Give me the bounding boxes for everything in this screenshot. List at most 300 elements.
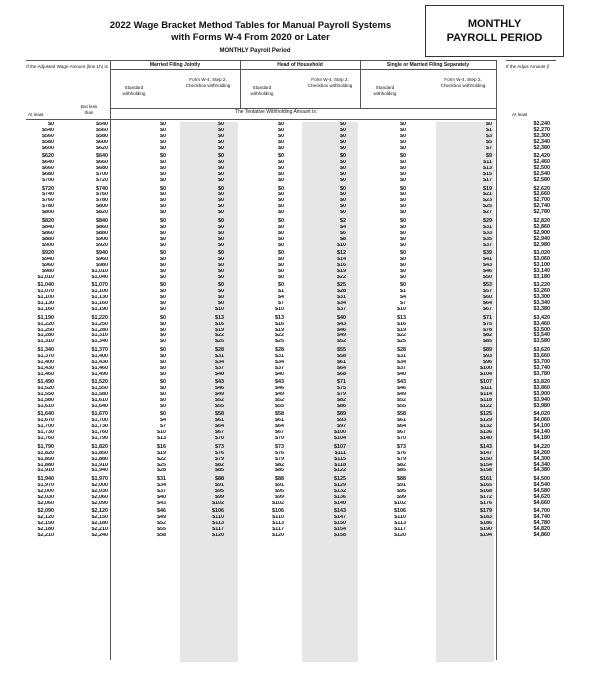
hoh-checkbox-cell: $125 xyxy=(334,475,346,482)
married-checkbox-cell: $0 xyxy=(218,224,224,230)
hoh-standard-cell: $85 xyxy=(275,468,284,474)
hoh-checkbox-cell: $46 xyxy=(337,327,346,333)
married-standard-cell: $0 xyxy=(160,230,166,236)
hoh-standard-cell: $16 xyxy=(275,321,284,327)
right-at-least-cell: $2,700 xyxy=(533,197,550,204)
but-less-than-cell: $900 xyxy=(96,236,108,242)
at-least-cell: $1,640 xyxy=(37,411,54,418)
single-standard-cell: $0 xyxy=(400,172,406,178)
married-standard-cell: $0 xyxy=(160,411,166,418)
married-checkbox-cell: $0 xyxy=(218,262,224,268)
right-at-least-cell: $4,700 xyxy=(533,508,550,515)
right-at-least-cell: $3,060 xyxy=(533,256,550,263)
hoh-standard-cell: $70 xyxy=(275,436,284,442)
single-checkbox-cell: $176 xyxy=(480,500,492,506)
single-checkbox-cell: $85 xyxy=(483,339,492,345)
married-checkbox-cell: $13 xyxy=(215,314,224,321)
single-checkbox-cell: $64 xyxy=(483,301,492,307)
hoh-standard-cell: $22 xyxy=(275,333,284,339)
single-checkbox-cell: $183 xyxy=(480,515,492,521)
hoh-checkbox-cell: $52 xyxy=(337,339,346,345)
married-standard-cell: $0 xyxy=(160,210,166,216)
single-standard-cell: $0 xyxy=(400,250,406,257)
at-least-cell: $1,190 xyxy=(37,314,54,321)
but-less-than-cell: $1,070 xyxy=(91,282,108,289)
single-checkbox-cell: $7 xyxy=(486,145,492,151)
single-checkbox-cell: $143 xyxy=(480,443,492,450)
married-standard-cell: $0 xyxy=(160,178,166,184)
married-checkbox-cell: $82 xyxy=(215,462,224,468)
but-less-than-cell: $1,790 xyxy=(91,436,108,442)
but-less-than-cell: $960 xyxy=(96,257,108,263)
married-checkbox-cell: $0 xyxy=(218,282,224,289)
married-standard-cell: $0 xyxy=(160,198,166,204)
single-standard-cell: $0 xyxy=(400,153,406,160)
hoh-checkbox-cell: $0 xyxy=(340,166,346,172)
period-box xyxy=(425,5,564,57)
right-at-least-cell: $2,980 xyxy=(533,241,550,248)
married-checkbox-cell: $0 xyxy=(218,204,224,210)
hoh-checkbox-cell: $34 xyxy=(337,301,346,307)
married-checkbox-cell: $49 xyxy=(215,392,224,398)
hoh-checkbox-cell: $55 xyxy=(337,346,346,353)
married-checkbox-cell: $0 xyxy=(218,139,224,145)
hoh-checkbox-cell: $16 xyxy=(337,262,346,268)
single-standard-cell: $0 xyxy=(400,160,406,166)
hoh-checkbox-cell: $97 xyxy=(337,424,346,430)
hoh-standard-cell: $0 xyxy=(278,282,284,289)
but-less-than-cell: $1,190 xyxy=(91,307,108,313)
hoh-checkbox-cell: $147 xyxy=(334,515,346,521)
single-checkbox-cell: $132 xyxy=(480,424,492,430)
but-less-than-cell: $720 xyxy=(96,178,108,184)
single-standard-cell: $13 xyxy=(397,314,406,321)
married-standard-cell: $0 xyxy=(160,145,166,151)
single-standard-cell: $0 xyxy=(400,257,406,263)
but-less-than-cell: $1,850 xyxy=(91,450,108,456)
divider-hoh xyxy=(360,60,361,108)
at-least-cell: $940 xyxy=(42,257,54,263)
married-checkbox-cell: $76 xyxy=(215,450,224,456)
at-least-cell: $660 xyxy=(42,166,54,172)
right-at-least-cell: $4,020 xyxy=(533,411,550,418)
hoh-checkbox-cell: $122 xyxy=(334,468,346,474)
but-less-than-cell: $1,310 xyxy=(91,333,108,339)
married-standard-cell: $0 xyxy=(160,224,166,230)
married-checkbox-cell: $91 xyxy=(215,482,224,488)
single-checkbox-cell: $147 xyxy=(480,450,492,456)
but-less-than-cell: $1,580 xyxy=(91,392,108,398)
hoh-standard-cell: $0 xyxy=(278,210,284,216)
single-standard-cell: $0 xyxy=(400,166,406,172)
wage-bracket-table xyxy=(26,122,494,539)
single-standard-cell: $22 xyxy=(397,333,406,339)
right-at-least-cell: $3,220 xyxy=(533,282,550,289)
married-checkbox-cell: $102 xyxy=(212,500,224,506)
single-checkbox-cell: $168 xyxy=(480,488,492,494)
hoh-checkbox-cell: $111 xyxy=(334,450,346,456)
hoh-standard-cell: $82 xyxy=(275,462,284,468)
single-standard-cell: $10 xyxy=(397,307,406,313)
single-standard-cell: $0 xyxy=(400,145,406,151)
married-standard-cell: $0 xyxy=(160,379,166,386)
right-at-least-cell: $2,780 xyxy=(533,209,550,216)
at-least-cell: $1,130 xyxy=(37,301,54,307)
single-standard-cell: $0 xyxy=(400,185,406,192)
married-checkbox-cell: $79 xyxy=(215,456,224,462)
at-least-cell: $1,310 xyxy=(37,339,54,345)
hoh-header: Head of Household xyxy=(277,62,323,68)
single-checkbox-cell: $29 xyxy=(483,217,492,224)
but-less-than-cell: $1,130 xyxy=(91,295,108,301)
single-standard-cell: $110 xyxy=(394,515,406,521)
but-less-than-cell: $940 xyxy=(96,250,108,257)
hoh-standard-cell: $113 xyxy=(272,521,284,527)
married-checkbox-cell: $70 xyxy=(215,436,224,442)
married-checkbox-cell: $61 xyxy=(215,418,224,424)
married-standard-cell: $0 xyxy=(160,153,166,160)
married-standard-cell: $0 xyxy=(160,282,166,289)
married-checkbox-cell: $0 xyxy=(218,289,224,295)
single-standard-cell: $43 xyxy=(397,379,406,386)
married-standard-cell: $0 xyxy=(160,139,166,145)
hoh-standard-cell: $1 xyxy=(278,289,284,295)
married-standard-cell: $0 xyxy=(160,392,166,398)
single-checkbox-cell: $5 xyxy=(486,139,492,145)
but-less-than-cell: $1,220 xyxy=(91,314,108,321)
married-standard-cell: $0 xyxy=(160,250,166,257)
but-less-than-cell: $2,210 xyxy=(91,527,108,533)
at-least-cell: $1,100 xyxy=(37,295,54,301)
at-least-cell: $1,340 xyxy=(37,346,54,353)
married-standard-cell: $0 xyxy=(160,301,166,307)
right-at-least-cell: $2,500 xyxy=(533,165,550,172)
at-least-cell: $1,070 xyxy=(37,289,54,295)
single-checkbox-cell: $11 xyxy=(483,160,492,166)
single-standard-cell: $34 xyxy=(397,359,406,365)
at-least-cell: $600 xyxy=(42,145,54,151)
at-least-cell: $1,430 xyxy=(37,365,54,371)
right-at-least-cell: $2,420 xyxy=(533,153,550,160)
right-at-least-cell: $4,820 xyxy=(533,526,550,533)
single-standard-cell: $113 xyxy=(394,521,406,527)
right-at-least-cell: $2,300 xyxy=(533,132,550,139)
hoh-standard-cell: $73 xyxy=(275,443,284,450)
but-less-than-cell: $2,240 xyxy=(91,533,108,538)
single-standard-cell: $0 xyxy=(400,178,406,184)
married-standard-cell: $16 xyxy=(157,443,166,450)
hoh-checkbox-cell: $37 xyxy=(337,307,346,313)
at-least-cell: $1,670 xyxy=(37,418,54,424)
hoh-checkbox-header: Form W-4, Step 2, Checkbox withholding xyxy=(307,77,353,88)
at-least-cell: $760 xyxy=(42,198,54,204)
married-standard-cell: $0 xyxy=(160,236,166,242)
at-least-cell: $980 xyxy=(42,268,54,274)
right-at-least-cell: $2,340 xyxy=(533,138,550,145)
married-checkbox-cell: $34 xyxy=(215,359,224,365)
single-checkbox-cell: $43 xyxy=(483,262,492,268)
at-least-cell: $960 xyxy=(42,262,54,268)
but-less-than-cell: $880 xyxy=(96,230,108,236)
divider-right xyxy=(496,60,497,660)
hoh-checkbox-cell: $43 xyxy=(337,321,346,327)
hoh-checkbox-cell: $150 xyxy=(334,521,346,527)
married-standard-cell: $0 xyxy=(160,371,166,377)
hoh-checkbox-cell: $14 xyxy=(337,257,346,263)
but-less-than-cell: $640 xyxy=(96,153,108,160)
but-less-than-cell: $1,820 xyxy=(91,443,108,450)
hoh-standard-cell: $0 xyxy=(278,198,284,204)
single-checkbox-cell: $60 xyxy=(483,295,492,301)
at-least-cell: $780 xyxy=(42,204,54,210)
hoh-checkbox-cell: $49 xyxy=(337,333,346,339)
but-less-than-cell: $560 xyxy=(96,127,108,133)
single-standard-cell: $61 xyxy=(397,418,406,424)
hoh-checkbox-cell: $93 xyxy=(337,418,346,424)
but-less-than-cell: $1,550 xyxy=(91,386,108,392)
single-standard-cell: $0 xyxy=(400,282,406,289)
but-less-than-cell: $2,150 xyxy=(91,515,108,521)
at-least-cell: $920 xyxy=(42,250,54,257)
but-less-than-cell: $1,160 xyxy=(91,301,108,307)
hoh-standard-cell: $37 xyxy=(275,365,284,371)
married-standard-cell: $0 xyxy=(160,314,166,321)
single-standard-cell: $88 xyxy=(397,475,406,482)
married-checkbox-cell: $19 xyxy=(215,327,224,333)
hoh-checkbox-cell: $79 xyxy=(337,392,346,398)
hoh-standard-cell: $0 xyxy=(278,242,284,248)
single-standard-cell: $25 xyxy=(397,339,406,345)
hoh-checkbox-cell: $31 xyxy=(337,295,346,301)
hoh-checkbox-cell: $115 xyxy=(334,456,346,462)
at-least-cell: $1,490 xyxy=(37,379,54,386)
but-less-than-cell: $1,700 xyxy=(91,418,108,424)
right-at-least-cell: $3,460 xyxy=(533,320,550,327)
table-row xyxy=(26,378,494,386)
married-standard-cell: $13 xyxy=(157,436,166,442)
but-less-than-cell: $2,060 xyxy=(91,494,108,500)
hoh-checkbox-cell: $68 xyxy=(337,371,346,377)
hoh-checkbox-cell: $75 xyxy=(337,386,346,392)
right-at-least-cell: $4,740 xyxy=(533,514,550,521)
single-standard-cell: $0 xyxy=(400,139,406,145)
right-at-least-cell: $2,820 xyxy=(533,217,550,224)
at-least-cell: $1,790 xyxy=(37,443,54,450)
single-standard-cell: $0 xyxy=(400,268,406,274)
single-checkbox-cell: $111 xyxy=(480,386,492,392)
hoh-standard-cell: $7 xyxy=(278,301,284,307)
single-checkbox-cell: $27 xyxy=(483,210,492,216)
at-least-cell: $1,460 xyxy=(37,371,54,377)
married-checkbox-cell: $0 xyxy=(218,185,224,192)
married-checkbox-cell: $0 xyxy=(218,217,224,224)
but-less-than-cell: $1,940 xyxy=(91,468,108,474)
married-standard-cell: $37 xyxy=(157,488,166,494)
table-row xyxy=(26,216,494,224)
hoh-standard-cell: $0 xyxy=(278,153,284,160)
married-checkbox-cell: $73 xyxy=(215,443,224,450)
hoh-checkbox-cell: $154 xyxy=(334,527,346,533)
married-checkbox-cell: $0 xyxy=(218,210,224,216)
married-standard-cell: $0 xyxy=(160,353,166,359)
at-least-cell: $640 xyxy=(42,160,54,166)
single-checkbox-cell: $194 xyxy=(480,533,492,538)
hoh-checkbox-cell: $0 xyxy=(340,145,346,151)
married-standard-cell: $0 xyxy=(160,397,166,403)
married-checkbox-cell: $67 xyxy=(215,430,224,436)
right-wage-column xyxy=(512,122,552,539)
married-checkbox-cell: $0 xyxy=(218,145,224,151)
married-checkbox-cell: $0 xyxy=(218,250,224,257)
hoh-standard-cell: $10 xyxy=(275,307,284,313)
at-least-cell: $0 xyxy=(48,122,54,127)
single-checkbox-cell: $75 xyxy=(483,321,492,327)
married-checkbox-cell: $46 xyxy=(215,386,224,392)
hoh-standard-cell: $76 xyxy=(275,450,284,456)
single-standard-cell: $99 xyxy=(397,494,406,500)
hoh-standard-cell: $117 xyxy=(272,527,284,533)
but-less-than-cell: $600 xyxy=(96,139,108,145)
hoh-standard-cell: $79 xyxy=(275,456,284,462)
hoh-standard-cell: $52 xyxy=(275,397,284,403)
table-row xyxy=(26,184,494,192)
hoh-checkbox-cell: $107 xyxy=(334,443,346,450)
single-checkbox-cell: $53 xyxy=(483,282,492,289)
married-checkbox-cell: $0 xyxy=(218,257,224,263)
hoh-checkbox-cell: $25 xyxy=(337,282,346,289)
hoh-standard-cell: $0 xyxy=(278,139,284,145)
married-checkbox-cell: $43 xyxy=(215,379,224,386)
but-less-than-cell: $2,030 xyxy=(91,488,108,494)
hoh-standard-cell: $40 xyxy=(275,371,284,377)
hoh-checkbox-cell: $6 xyxy=(340,230,346,236)
single-checkbox-cell: $129 xyxy=(480,418,492,424)
married-standard-cell: $0 xyxy=(160,307,166,313)
hoh-standard-cell: $0 xyxy=(278,217,284,224)
married-checkbox-cell: $0 xyxy=(218,153,224,160)
table-row xyxy=(26,152,494,160)
single-checkbox-cell: $104 xyxy=(480,371,492,377)
single-checkbox-cell: $78 xyxy=(483,327,492,333)
hoh-standard-cell: $0 xyxy=(278,145,284,151)
table-row xyxy=(26,345,494,353)
married-checkbox-cell: $52 xyxy=(215,397,224,403)
single-standard-cell: $82 xyxy=(397,462,406,468)
married-checkbox-cell: $0 xyxy=(218,198,224,204)
but-less-than-cell: $1,430 xyxy=(91,359,108,365)
hoh-checkbox-cell: $58 xyxy=(337,353,346,359)
right-at-least-cell: $3,940 xyxy=(533,396,550,403)
married-standard-cell: $0 xyxy=(160,321,166,327)
hoh-standard-cell: $61 xyxy=(275,418,284,424)
at-least-cell: $2,090 xyxy=(37,508,54,515)
hoh-standard-cell: $95 xyxy=(275,488,284,494)
married-checkbox-cell: $0 xyxy=(218,172,224,178)
right-at-least-cell: $2,270 xyxy=(533,126,550,133)
married-checkbox-cell: $0 xyxy=(218,192,224,198)
right-at-least-cell: $4,540 xyxy=(533,481,550,488)
single-checkbox-cell: $122 xyxy=(480,403,492,409)
married-checkbox-cell: $0 xyxy=(218,301,224,307)
married-checkbox-cell: $55 xyxy=(215,403,224,409)
at-least-cell: $1,520 xyxy=(37,386,54,392)
single-standard-cell: $49 xyxy=(397,392,406,398)
at-least-cell: $1,040 xyxy=(37,282,54,289)
at-least-cell: $1,880 xyxy=(37,462,54,468)
at-least-cell: $1,970 xyxy=(37,482,54,488)
single-standard-cell: $0 xyxy=(400,217,406,224)
married-standard-cell: $34 xyxy=(157,482,166,488)
at-least-cell: $2,150 xyxy=(37,521,54,527)
at-least-cell: $1,610 xyxy=(37,403,54,409)
right-at-least-cell: $3,100 xyxy=(533,261,550,268)
married-checkbox-cell: $85 xyxy=(215,468,224,474)
single-standard-cell: $55 xyxy=(397,403,406,409)
hoh-checkbox-cell: $0 xyxy=(340,185,346,192)
married-standard-cell: $55 xyxy=(157,527,166,533)
right-at-least-cell: $4,380 xyxy=(533,467,550,474)
single-checkbox-cell: $161 xyxy=(480,475,492,482)
hoh-standard-cell: $0 xyxy=(278,262,284,268)
payroll-period-subtitle: MONTHLY Payroll Period xyxy=(219,48,291,54)
right-at-least-cell: $2,240 xyxy=(533,121,550,127)
but-less-than-cell: $980 xyxy=(96,262,108,268)
right-at-least-cell: $3,780 xyxy=(533,370,550,377)
single-standard-cell: $52 xyxy=(397,397,406,403)
but-less-than-cell: $2,000 xyxy=(91,482,108,488)
married-checkbox-cell: $40 xyxy=(215,371,224,377)
hoh-checkbox-cell: $89 xyxy=(337,411,346,418)
single-checkbox-cell: $140 xyxy=(480,436,492,442)
but-less-than-cell: $620 xyxy=(96,145,108,151)
at-least-cell: $1,160 xyxy=(37,307,54,313)
but-less-than-cell: $1,640 xyxy=(91,403,108,409)
but-less-than-cell: $740 xyxy=(96,185,108,192)
right-at-least-cell: $4,780 xyxy=(533,520,550,527)
right-at-least-cell: $3,820 xyxy=(533,379,550,386)
at-least-cell: $1,370 xyxy=(37,353,54,359)
hoh-standard-cell: $120 xyxy=(272,533,284,538)
hoh-checkbox-cell: $4 xyxy=(340,224,346,230)
at-least-cell: $2,180 xyxy=(37,527,54,533)
married-checkbox-cell: $0 xyxy=(218,178,224,184)
single-checkbox-cell: $190 xyxy=(480,527,492,533)
married-checkbox-cell: $28 xyxy=(215,346,224,353)
married-checkbox-cell: $10 xyxy=(215,307,224,313)
hoh-standard-cell: $31 xyxy=(275,353,284,359)
married-checkbox-cell: $0 xyxy=(218,133,224,139)
document-title xyxy=(78,20,423,44)
single-standard-cell: $16 xyxy=(397,321,406,327)
but-less-than-cell: $1,910 xyxy=(91,462,108,468)
hoh-checkbox-cell: $82 xyxy=(337,397,346,403)
single-standard-header: Standard withholding xyxy=(373,85,397,96)
single-standard-cell: $7 xyxy=(400,301,406,307)
at-least-cell: $580 xyxy=(42,139,54,145)
single-standard-cell: $102 xyxy=(394,500,406,506)
right-at-least-cell: $3,740 xyxy=(533,364,550,371)
at-least-cell: $1,760 xyxy=(37,436,54,442)
right-at-least-cell: $2,460 xyxy=(533,159,550,166)
married-checkbox-cell: $95 xyxy=(215,488,224,494)
hoh-standard-cell: $91 xyxy=(275,482,284,488)
single-standard-cell: $58 xyxy=(397,411,406,418)
hoh-checkbox-cell: $61 xyxy=(337,359,346,365)
married-checkbox-cell: $0 xyxy=(218,160,224,166)
single-checkbox-cell: $100 xyxy=(480,365,492,371)
right-at-least-cell: $4,300 xyxy=(533,455,550,462)
hoh-checkbox-cell: $0 xyxy=(340,160,346,166)
